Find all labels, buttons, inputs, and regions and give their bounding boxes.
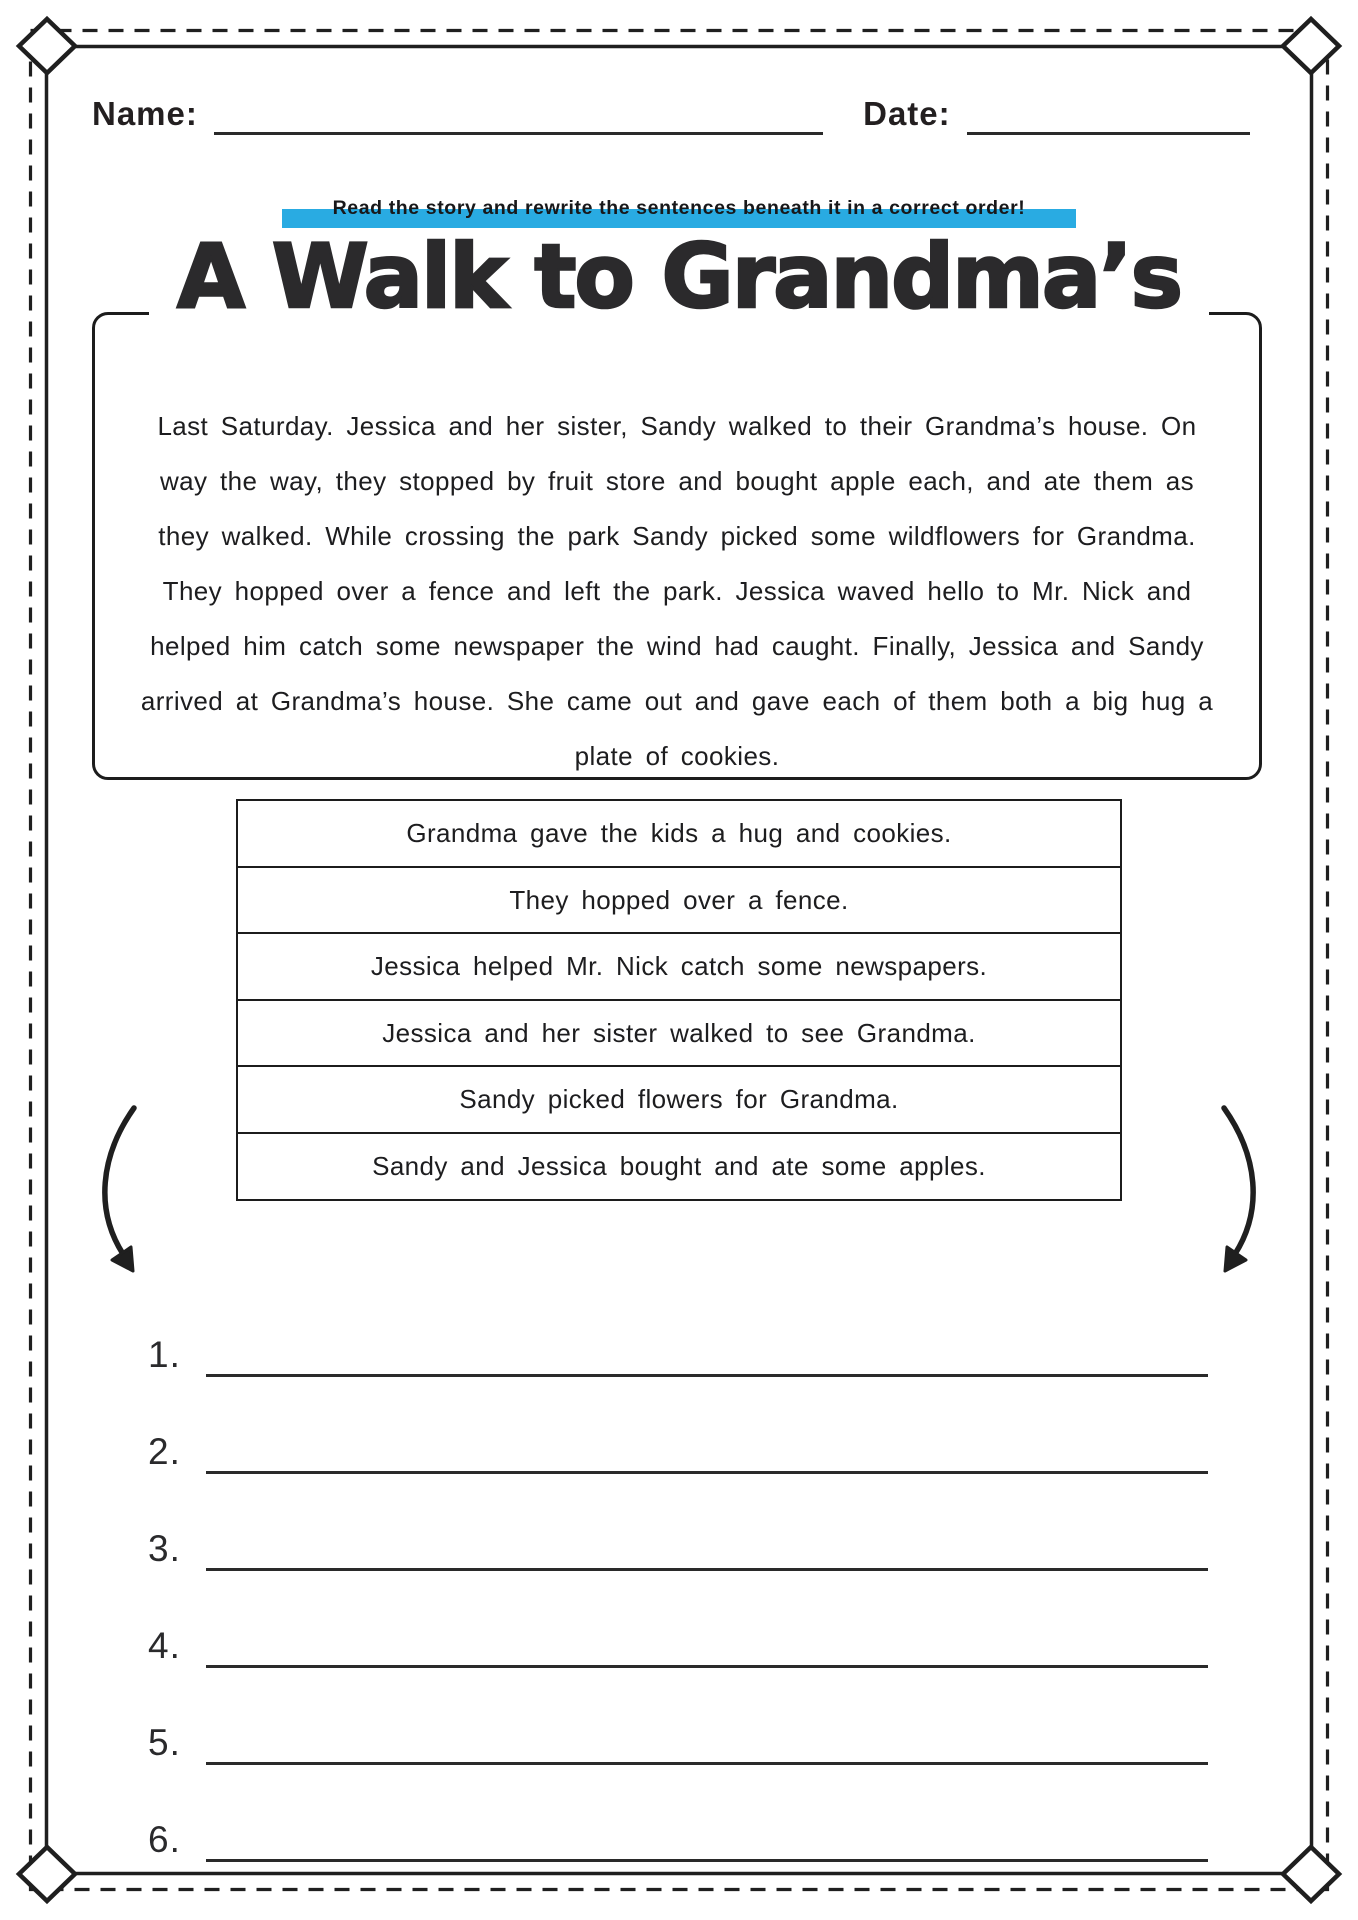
- story-line: they walked. While crossing the park Sandy picked some wildflowers for Grandma.: [158, 521, 1196, 551]
- answer-row: [148, 1377, 1208, 1474]
- sentence-row: [236, 799, 1122, 868]
- sentence-row: [236, 866, 1122, 935]
- answer-blank-line[interactable]: [206, 1558, 1208, 1571]
- name-input-line[interactable]: [214, 94, 823, 135]
- date-label: Date:: [863, 95, 951, 132]
- sentence-row: [236, 1132, 1122, 1201]
- answer-number: 3.: [148, 1528, 181, 1569]
- answer-section: [148, 1280, 1208, 1862]
- page-title: A Walk to Grandma’s: [149, 228, 1209, 327]
- date-input-line[interactable]: [967, 94, 1250, 135]
- answer-number: 4.: [148, 1625, 181, 1666]
- story-box: [92, 312, 1262, 780]
- answer-row: [148, 1765, 1208, 1862]
- story-line: arrived at Grandma’s house. She came out and gave each of them both a big hug a: [140, 686, 1214, 716]
- answer-row: [148, 1668, 1208, 1765]
- curved-arrow-left-icon: [105, 1108, 134, 1271]
- answer-row: [148, 1474, 1208, 1571]
- answer-blank-line[interactable]: [206, 1655, 1208, 1668]
- sentence-row: [236, 999, 1122, 1068]
- sentence-row: [236, 932, 1122, 1001]
- sentence-text: Grandma gave the kids a hug and cookies.: [406, 818, 952, 848]
- answer-number: 6.: [148, 1819, 181, 1860]
- answer-row: [148, 1571, 1208, 1668]
- sentence-bank: [236, 799, 1122, 1201]
- sentence-text: Jessica and her sister walked to see Grandma.: [382, 1017, 976, 1048]
- sentence-text: They hopped over a fence.: [509, 884, 849, 915]
- story-line: way the way, they stopped by fruit store and bought apple each, and ate them as: [159, 466, 1195, 496]
- answer-blank-line[interactable]: [206, 1461, 1208, 1474]
- story-line: They hopped over a fence and left the park. Jessica waved hello to Mr. Nick and: [162, 576, 1192, 606]
- story-line: plate of cookies.: [574, 741, 780, 771]
- sentence-text: Sandy and Jessica bought and ate some apples.: [372, 1150, 986, 1181]
- name-date-row: [92, 94, 1250, 135]
- story-line: helped him catch some newspaper the wind had caught. Finally, Jessica and Sandy: [150, 631, 1204, 661]
- answer-blank-line[interactable]: [206, 1752, 1208, 1765]
- story-line: Last Saturday. Jessica and her sister, Sandy walked to their Grandma’s house. On: [157, 411, 1197, 441]
- sentence-text: Sandy picked flowers for Grandma.: [459, 1084, 899, 1114]
- instruction-text: Read the story and rewrite the sentences beneath it in a correct order!: [332, 197, 1026, 219]
- answer-number: 2.: [148, 1431, 181, 1472]
- answer-number: 1.: [148, 1334, 181, 1375]
- name-label: Name:: [92, 95, 198, 132]
- answer-blank-line[interactable]: [206, 1849, 1208, 1862]
- answer-blank-line[interactable]: [206, 1364, 1208, 1377]
- answer-row: [148, 1280, 1208, 1377]
- curved-arrow-right-icon: [1224, 1108, 1253, 1271]
- answer-number: 5.: [148, 1722, 181, 1763]
- sentence-row: [236, 1065, 1122, 1134]
- title-wrap: [0, 225, 1358, 328]
- sentence-text: Jessica helped Mr. Nick catch some newspapers.: [370, 951, 988, 981]
